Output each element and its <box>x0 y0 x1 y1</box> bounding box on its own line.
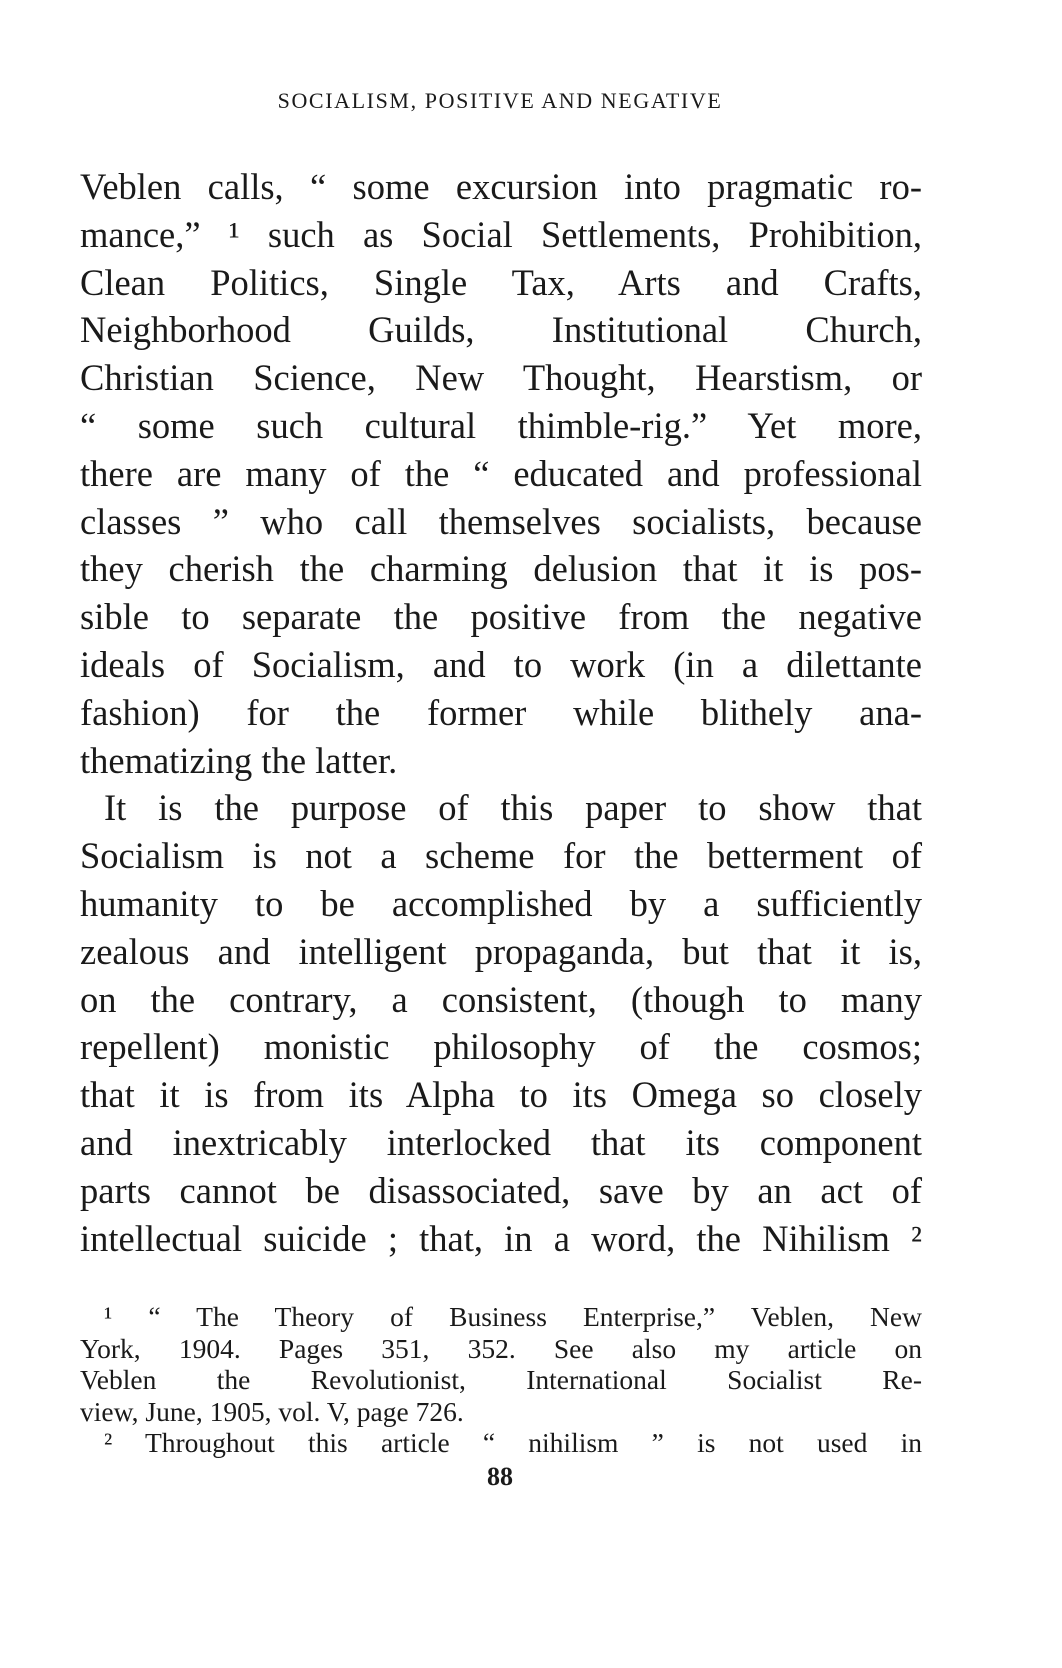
paragraph-1 <box>80 163 922 784</box>
text-line: and inextricably interlocked that its component <box>80 1121 922 1163</box>
footnote-line: ² Throughout this article “ nihilism ” is not used in <box>104 1427 922 1458</box>
text-line: fashion) for the former while blithely ana- <box>80 691 922 733</box>
footnote-1 <box>80 1301 922 1427</box>
text-line: Veblen calls, “ some excursion into pragmatic ro- <box>80 166 922 207</box>
text-line: there are many of the “ educated and professional <box>80 452 922 494</box>
text-line: Clean Politics, Single Tax, Arts and Crafts, <box>80 261 922 303</box>
text-line: Christian Science, New Thought, Hearstism, or <box>80 357 922 399</box>
text-line: Neighborhood Guilds, Institutional Church, <box>80 309 922 351</box>
text-line: intellectual suicide ; that, in a word, the Nihilism ² <box>80 1217 922 1259</box>
text-line: thematizing the latter. <box>80 739 398 781</box>
footnote-line: Veblen the Revolutionist, International Socialist Re- <box>80 1364 922 1395</box>
text-line: parts cannot be disassociated, save by an act of <box>80 1169 922 1211</box>
text-line: that it is from its Alpha to its Omega so closely <box>80 1074 922 1116</box>
running-head: SOCIALISM, POSITIVE AND NEGATIVE <box>277 88 723 113</box>
text-line: repellent) monistic philosophy of the cosmos; <box>80 1026 922 1068</box>
text-line: mance,” ¹ such as Social Settlements, Prohibition, <box>80 213 922 255</box>
body-text <box>80 163 922 1262</box>
text-line: Socialism is not a scheme for the betterment of <box>80 835 922 877</box>
text-line: ideals of Socialism, and to work (in a dilettante <box>80 643 922 685</box>
text-line: zealous and intelligent propaganda, but that it is, <box>80 930 922 972</box>
text-line: humanity to be accomplished by a sufficiently <box>80 882 922 924</box>
text-line: classes ” who call themselves socialists, because <box>80 500 922 542</box>
text-line: on the contrary, a consistent, (though to many <box>80 978 922 1020</box>
footnote-2 <box>80 1427 922 1459</box>
footnote-line: ¹ “ The Theory of Business Enterprise,” Veblen, New <box>104 1301 922 1332</box>
text-line: they cherish the charming delusion that it is pos- <box>80 548 922 590</box>
footnote-line: view, June, 1905, vol. V, page 726. <box>80 1395 464 1427</box>
text-line: It is the purpose of this paper to show that <box>104 787 922 829</box>
footnotes <box>80 1301 922 1459</box>
paragraph-2 <box>80 784 922 1262</box>
page-number: 88 <box>487 1462 513 1491</box>
text-line: “ some such cultural thimble-rig.” Yet more, <box>80 404 922 446</box>
footnote-line: York, 1904. Pages 351, 352. See also my article on <box>80 1332 922 1364</box>
text-line: sible to separate the positive from the negative <box>80 596 922 638</box>
